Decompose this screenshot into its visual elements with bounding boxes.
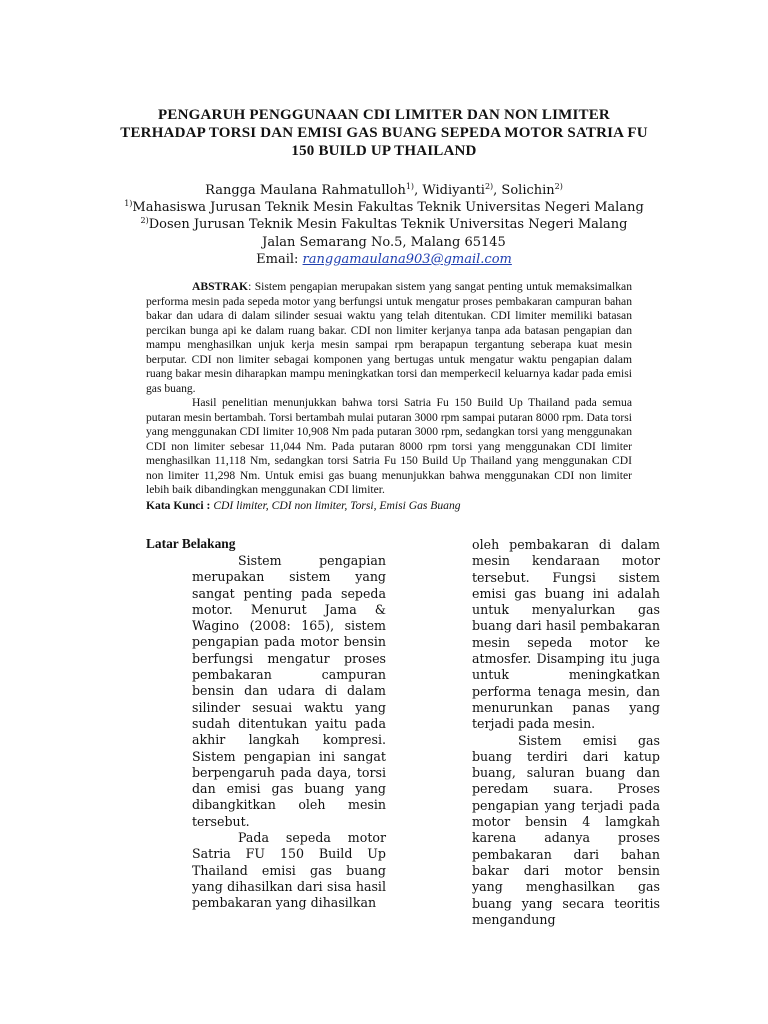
abstract-label: ABSTRAK: [192, 280, 249, 293]
keywords-label: Kata Kunci :: [146, 499, 214, 512]
author-block: [120, 182, 648, 268]
body-column-right: [472, 537, 660, 928]
address-line: Jalan Semarang No.5, Malang 65145: [262, 234, 506, 250]
author-name: Rangga Maulana Rahmatulloh: [205, 183, 406, 198]
author-superscript: 2): [554, 182, 563, 191]
keywords-values: CDI limiter, CDI non limiter, Torsi, Emisi Gas Buang: [213, 499, 461, 512]
email-label: Email:: [256, 251, 303, 267]
affiliation-text: Mahasiswa Jurusan Teknik Mesin Fakultas Teknik Universitas Negeri Malang: [132, 200, 644, 216]
abstract-paragraph: [146, 280, 632, 396]
body-paragraph: Pada sepeda motor Satria FU 150 Build Up Thailand emisi gas buang yang dihasilkan dari sisa hasil pembakaran yang dihasilkan: [192, 830, 386, 911]
author-superscript: 2): [484, 182, 494, 191]
affiliation-superscript: 1): [124, 199, 133, 209]
affiliation-line: [120, 199, 648, 216]
body-paragraph: oleh pembakaran di dalam mesin kendaraan motor tersebut. Fungsi sistem emisi gas buang ini adalah untuk menyalurkan gas buang dari hasil pembakaran mesin sepeda motor ke atmosfer. Disamping itu juga untuk meningkatkan performa tenaga mesin, dan menurunkan panas yang terjadi pada mesin.: [472, 537, 660, 732]
abstract-paragraph: Hasil penelitian menunjukkan bahwa torsi Satria Fu 150 Build Up Thailand pada semua putaran mesin bertambah. Torsi bertambah mulai putaran 3000 rpm sampai putaran 8000 rpm. Data torsi yang menggunakan CDI limiter 10,908 Nm pada putaran 3000 rpm, sedangkan torsi yang menggunakan CDI non limiter sebesar 11,044 Nm. Pada putaran 8000 rpm torsi yang menggunakan CDI limiter menghasilkan 11,118 Nm, sedangkan torsi Satria Fu 150 Build Up Thailand yang menggunakan CDI non limiter 11,298 Nm. Untuk emisi gas buang menunjukkan bahwa menggunakan CDI non limiter lebih baik dibandingkan menggunakan CDI limiter.: [146, 396, 632, 496]
abstract-text: : Sistem pengapian merupakan sistem yang sangat penting untuk memaksimalkan performa mesin pada sepeda motor yang berfungsi untuk mengatur proses pembakaran campuran bahan bakar dan udara di dalam silinder sesuai waktu yang telah ditentukan. CDI limiter memiliki batasan percikan bunga api ke dalam ruang bakar. CDI non limiter kerjanya tanpa ada batasan pengapian dan mampu menghasilkan unjuk kerja mesin sampai rpm berapapun tergantung seberapa kuat mesin berputar. CDI non limiter sebagai komponen yang bertugas untuk mengatur waktu pengapian dalam ruang bakar mesin diharapkan mampu meningkatkan torsi dan memperkecil keluarnya kadar pada emisi gas buang.: [146, 280, 632, 395]
section-heading: Latar Belakang: [146, 536, 236, 551]
affiliation-line: [120, 216, 648, 233]
author-line: [120, 182, 648, 199]
email-link[interactable]: ranggamaulana903@gmail.com: [302, 251, 512, 267]
keywords: [146, 499, 632, 513]
email-line: [120, 251, 648, 268]
author-name: , Solichin: [493, 183, 555, 198]
affiliation-text: Dosen Jurusan Teknik Mesin Fakultas Teknik Universitas Negeri Malang: [148, 217, 628, 233]
affiliation-superscript: 2): [140, 216, 149, 226]
author-name: , Widiyanti: [414, 183, 485, 198]
body-paragraph: Sistem pengapian merupakan sistem yang sangat penting pada sepeda motor. Menurut Jama & Wagino (2008: 165), sistem pengapian pada motor bensin berfungsi mengatur proses pembakaran campuran bensin dan udara di dalam silinder sesuai waktu yang sudah ditentukan yaitu pada akhir langkah kompresi. Sistem pengapian ini sangat berpengaruh pada daya, torsi dan emisi gas buang yang dibangkitkan oleh mesin tersebut.: [192, 553, 386, 829]
body-column-left: [192, 553, 386, 912]
body-paragraph: Sistem emisi gas buang terdiri dari katup buang, saluran buang dan peredam suara. Proses pengapian yang terjadi pada motor bensin 4 lamgkah karena adanya proses pembakaran dari bahan bakar dari motor bensin yang menghasilkan gas buang yang secara teoritis mengandung: [472, 732, 660, 927]
paper-title: PENGARUH PENGGUNAAN CDI LIMITER DAN NON LIMITER TERHADAP TORSI DAN EMISI GAS BUANG SEPEDA MOTOR SATRIA FU 150 BUILD UP THAILAND: [120, 107, 648, 159]
author-superscript: 1): [405, 182, 415, 191]
abstract: [146, 280, 632, 498]
